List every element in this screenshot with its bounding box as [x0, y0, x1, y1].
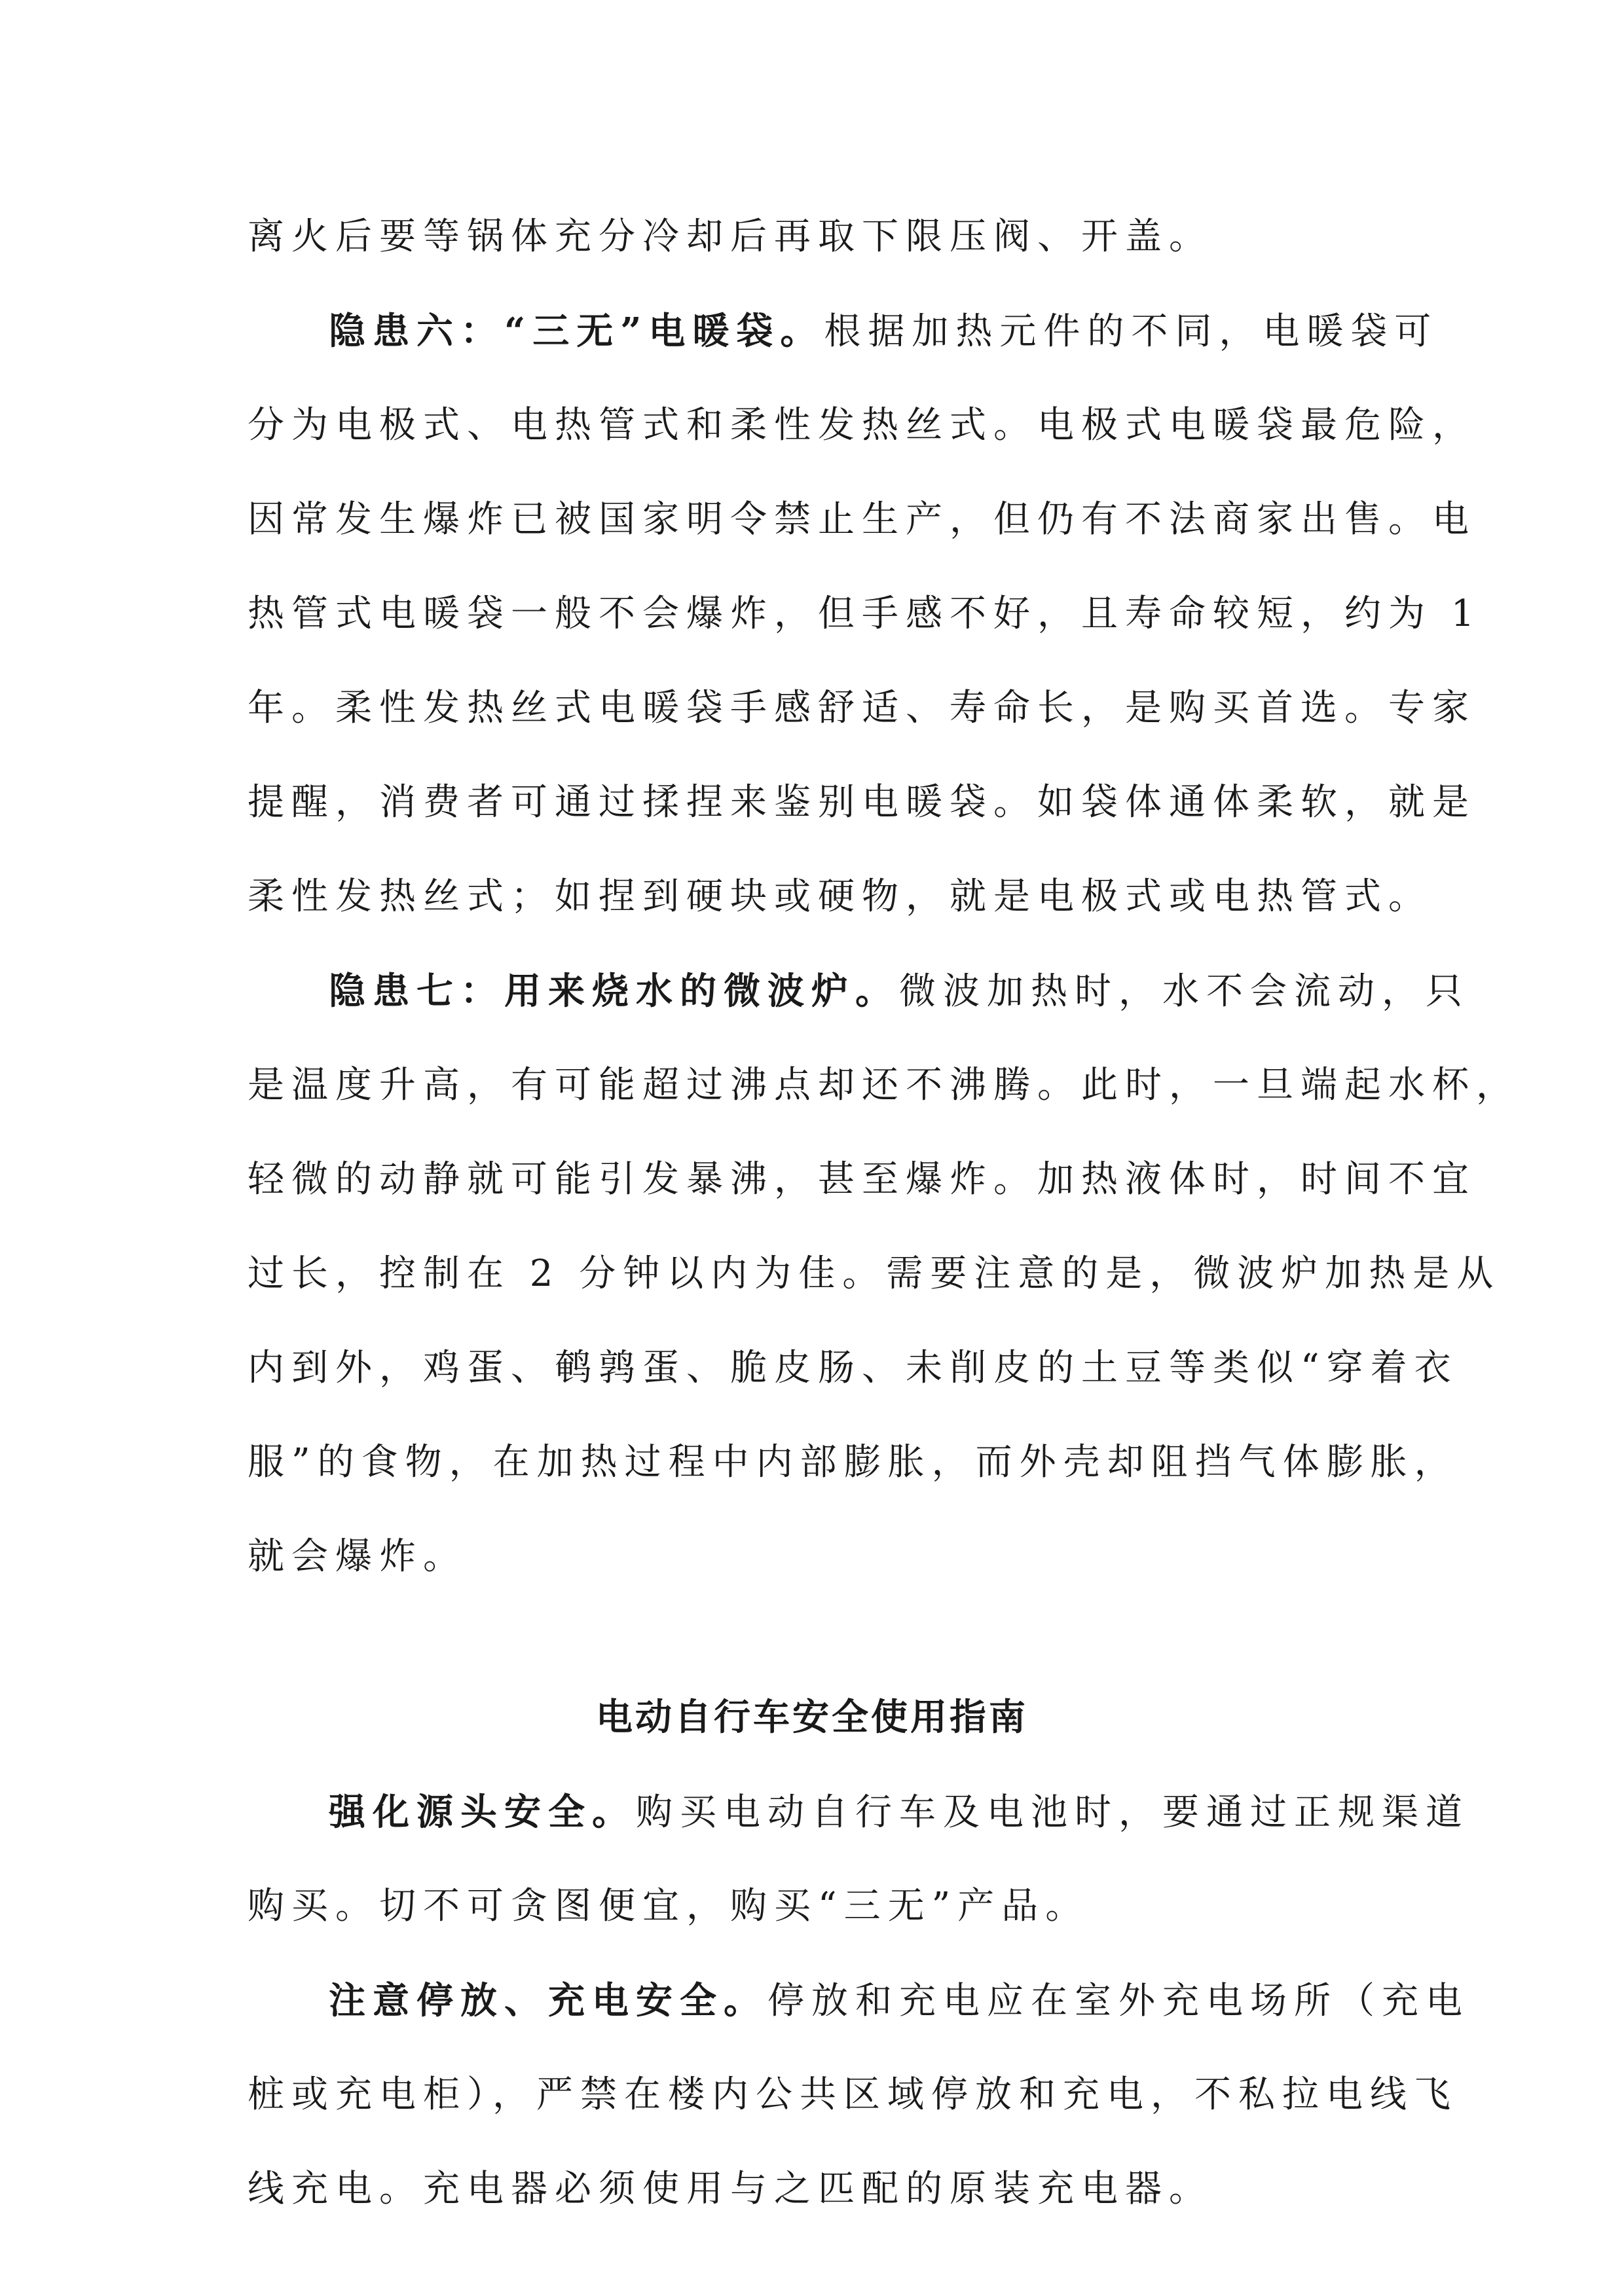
- paragraph-line: 轻微的动静就可能引发暴沸，甚至爆炸。加热液体时，时间不宜: [248, 1158, 1476, 1201]
- paragraph-lead: 隐患六：“三无”电暖袋。: [329, 310, 824, 353]
- paragraph-line: 热管式电暖袋一般不会爆炸，但手感不好，且寿命较短，约为 1: [248, 592, 1482, 635]
- paragraph-line: 桩或充电柜），严禁在楼内公共区域停放和充电，不私拉电线飞: [248, 2073, 1458, 2116]
- paragraph-line: 购买。切不可贪图便宜，购买“三无”产品。: [248, 1885, 1090, 1927]
- paragraph-line: 服”的食物，在加热过程中内部膨胀，而外壳却阻挡气体膨胀，: [248, 1441, 1458, 1484]
- paragraph-line: 过长，控制在 2 分钟以内为佳。需要注意的是，微波炉加热是从: [248, 1252, 1501, 1295]
- paragraph-line: 是温度升高，有可能超过沸点却还不沸腾。此时，一旦端起水杯，: [248, 1064, 1520, 1106]
- paragraph-line: [329, 308, 1438, 355]
- paragraph-text: 停放和充电应在室外充电场所（充电: [767, 1980, 1469, 2022]
- paragraph-line: 离火后要等锅体充分冷却后再取下限压阀、开盖。: [248, 215, 1213, 258]
- paragraph-line: 分为电极式、电热管式和柔性发热丝式。电极式电暖袋最危险，: [248, 404, 1476, 446]
- section-title: 电动自行车安全使用指南: [596, 1696, 1028, 1739]
- paragraph-line: 就会爆炸。: [248, 1535, 467, 1578]
- paragraph-line: [329, 1977, 1469, 2025]
- paragraph-line: 内到外，鸡蛋、鹌鹑蛋、脆皮肠、未削皮的土豆等类似“穿着衣: [248, 1347, 1458, 1389]
- paragraph-line: 柔性发热丝式；如捏到硬块或硬物，就是电极式或电热管式。: [248, 875, 1432, 918]
- paragraph-line: [329, 968, 1469, 1015]
- paragraph-line: 因常发生爆炸已被国家明令禁止生产，但仍有不法商家出售。电: [248, 498, 1476, 541]
- paragraph-line: 线充电。充电器必须使用与之匹配的原装充电器。: [248, 2168, 1213, 2210]
- paragraph-lead: 强化源头安全。: [329, 1791, 636, 1834]
- paragraph-line: [329, 1789, 1469, 1836]
- paragraph-text: 购买电动自行车及电池时，要通过正规渠道: [636, 1791, 1469, 1834]
- paragraph-line: 年。柔性发热丝式电暖袋手感舒适、寿命长，是购买首选。专家: [248, 687, 1476, 729]
- paragraph-text: 根据加热元件的不同，电暖袋可: [824, 310, 1439, 353]
- paragraph-lead: 注意停放、充电安全。: [329, 1979, 767, 2022]
- paragraph-lead: 隐患七：用来烧水的微波炉。: [329, 970, 899, 1013]
- paragraph-line: 提醒，消费者可通过揉捏来鉴别电暖袋。如袋体通体柔软，就是: [248, 781, 1476, 824]
- paragraph-text: 微波加热时，水不会流动，只: [899, 970, 1469, 1013]
